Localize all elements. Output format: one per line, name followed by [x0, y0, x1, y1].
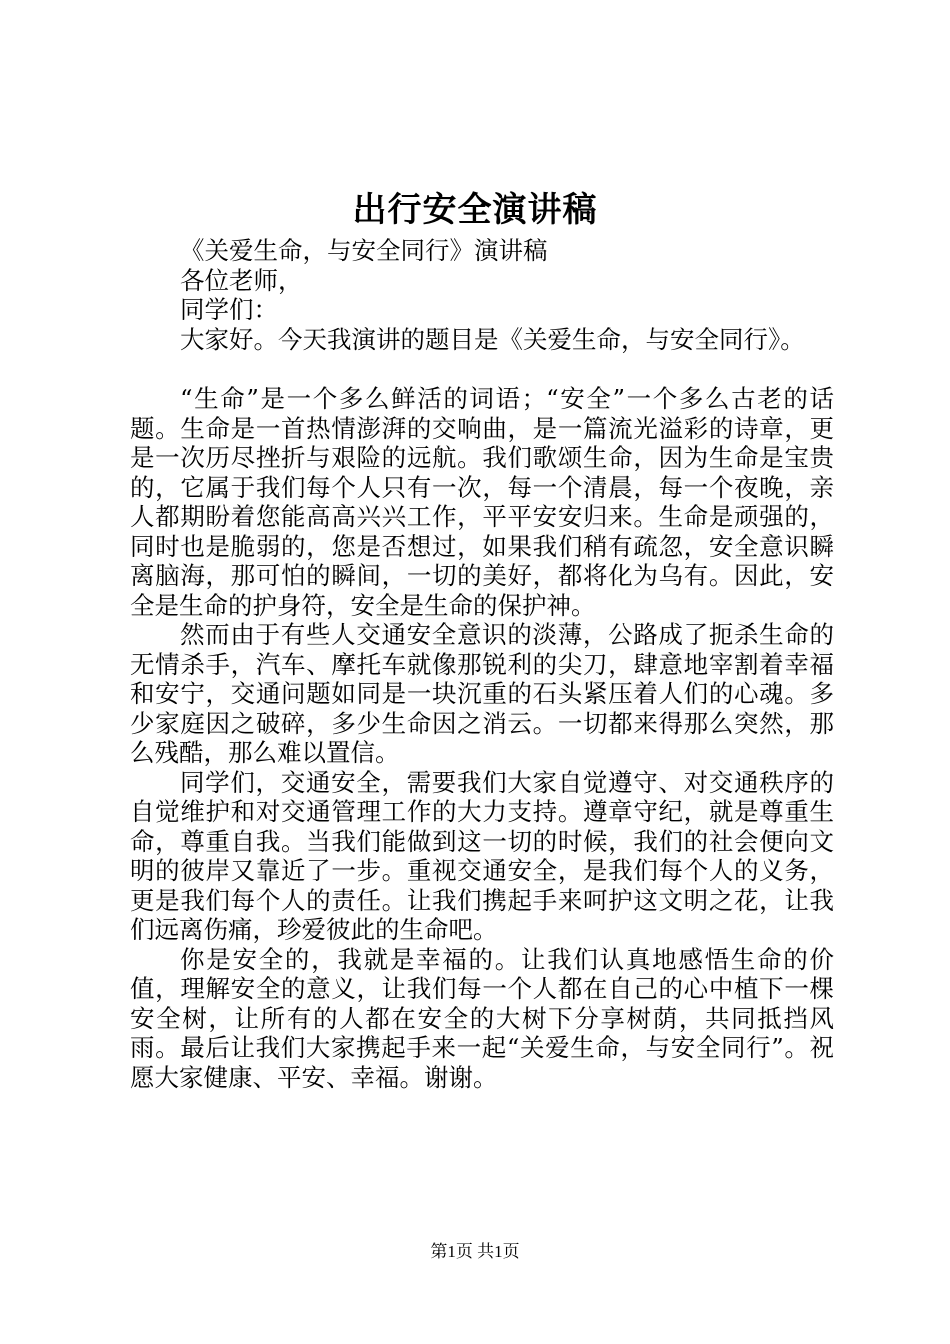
speech-subtitle: 《关爱生命，与安全同行》演讲稿: [180, 236, 548, 265]
salutation-students: 同学们：: [180, 295, 278, 324]
body-paragraph-2: 然而由于有些人交通安全意识的淡薄，公路成了扼杀生命的无情杀手，汽车、摩托车就像那锐利的尖刀，肆意地宰割着幸福和安宁，交通问题如同是一块沉重的石头紧压着人们的心魂。多少家庭因之破碎，多少生命因之消云。一切都来得那么突然，那么残酷，那么难以置信。: [130, 620, 834, 767]
document-body: [130, 236, 834, 1092]
salutation-teachers: 各位老师，: [180, 265, 303, 295]
paragraph-gap: [130, 354, 834, 384]
page-footer: 第1页 共1页: [430, 1242, 520, 1261]
body-paragraph-3: 同学们，交通安全，需要我们大家自觉遵守、对交通秩序的自觉维护和对交通管理工作的大力支持。遵章守纪，就是尊重生命，尊重自我。当我们能做到这一切的时候，我们的社会便向文明的彼岸又靠近了一步。重视交通安全，是我们每个人的义务，更是我们每个人的责任。让我们携起手来呵护这文明之花，让我们远离伤痛，珍爱彼此的生命吧。: [130, 767, 834, 944]
body-paragraph-1: “生命”是一个多么鲜活的词语；“安全”一个多么古老的话题。生命是一首热情澎湃的交响曲，是一篇流光溢彩的诗章，更是一次历尽挫折与艰险的远航。我们歌颂生命，因为生命是宝贵的，它属于我们每个人只有一次，每一个清晨，每一个夜晚，亲人都期盼着您能高高兴兴工作，平平安安归来。生命是顽强的，同时也是脆弱的，您是否想过，如果我们稍有疏忽，安全意识瞬离脑海，那可怕的瞬间，一切的美好，都将化为乌有。因此，安全是生命的护身符，安全是生命的保护神。: [130, 384, 834, 620]
document-title: 出行安全演讲稿: [352, 190, 598, 230]
body-paragraph-4: 你是安全的，我就是幸福的。让我们认真地感悟生命的价值，理解安全的意义，让我们每一个人都在自己的心中植下一棵安全树，让所有的人都在安全的大树下分享树荫，共同抵挡风雨。最后让我们大家携起手来一起“关爱生命，与安全同行”。祝愿大家健康、平安、幸福。谢谢。: [130, 944, 834, 1092]
opening-line: 大家好。今天我演讲的题目是《关爱生命，与安全同行》。: [180, 324, 805, 354]
